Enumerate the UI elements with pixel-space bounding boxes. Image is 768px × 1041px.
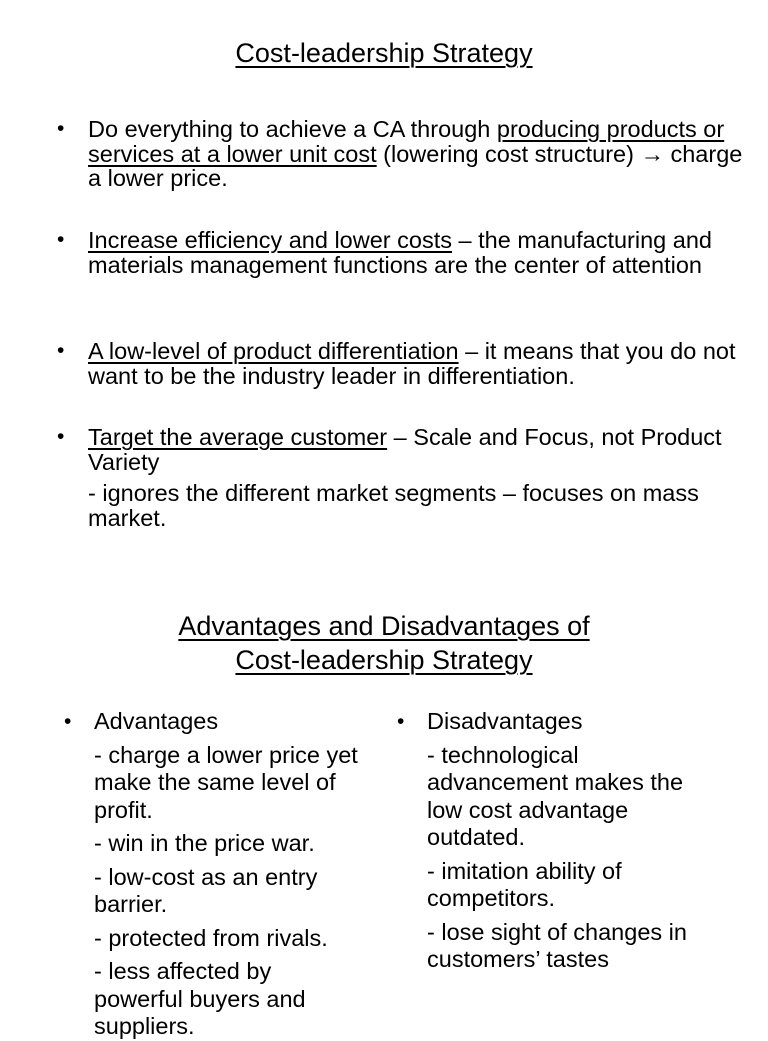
bullet-item-2 [57, 227, 748, 278]
bullet-text-underlined: Target the average customer [88, 424, 388, 450]
advantages-column [64, 708, 359, 1041]
bullet-text-post: (lowering cost structure) → charge a lower price. [88, 140, 743, 191]
slide-title-line-1: Advantages and Disadvantages of [178, 611, 590, 641]
bullet-text-underlined: A low-level of product differentiation [88, 338, 459, 364]
slide-title-line-2: Cost-leadership Strategy [235, 645, 533, 675]
bullet-text-underlined: Increase efficiency and lower costs [88, 227, 452, 253]
bullet-marker: • [57, 117, 65, 140]
advantage-item: - low-cost as an entry barrier. [94, 863, 318, 917]
bullet-marker: • [57, 228, 65, 251]
bullet-sub-text: - ignores the different market segments – focuses on mass market. [88, 480, 699, 531]
bullet-text-post: – it means that you do not want to be the industry leader in differentiation. [88, 338, 736, 389]
bullet-marker: • [57, 339, 65, 362]
disadvantage-item: - lose sight of changes in customers’ tastes [427, 918, 687, 972]
advantage-item: - win in the price war. [94, 830, 315, 856]
advantages-heading: Advantages [94, 708, 219, 734]
bullet-item-4 [57, 424, 748, 531]
advantage-item: - charge a lower price yet make the same level of profit. [94, 741, 358, 823]
disadvantage-item: - technological advancement makes the low cost advantage outdated. [427, 741, 684, 850]
bullet-text-pre: Do everything to achieve a CA through [88, 116, 497, 142]
disadvantages-heading: Disadvantages [427, 708, 583, 734]
bullet-marker: • [397, 710, 405, 733]
slide-title-cost-leadership: Cost-leadership Strategy [235, 38, 533, 68]
bullet-item-3 [57, 338, 748, 389]
bullet-marker: • [64, 710, 72, 733]
bullet-marker: • [57, 425, 65, 448]
slide-title-advantages-disadvantages [0, 611, 768, 675]
bullet-text-post: – the manufacturing and materials management functions are the center of attention [88, 227, 712, 278]
bullet-item-1 [57, 116, 748, 191]
bullet-text-underlined: producing products or services at a lower unit cost [88, 116, 725, 167]
bullet-text-post: – Scale and Focus, not Product Variety [88, 424, 722, 475]
disadvantages-column [397, 708, 707, 974]
advantage-item: - less affected by powerful buyers and suppliers. [94, 958, 306, 1039]
advantage-item: - protected from rivals. [94, 924, 328, 951]
disadvantage-item: - imitation ability of competitors. [427, 857, 622, 911]
